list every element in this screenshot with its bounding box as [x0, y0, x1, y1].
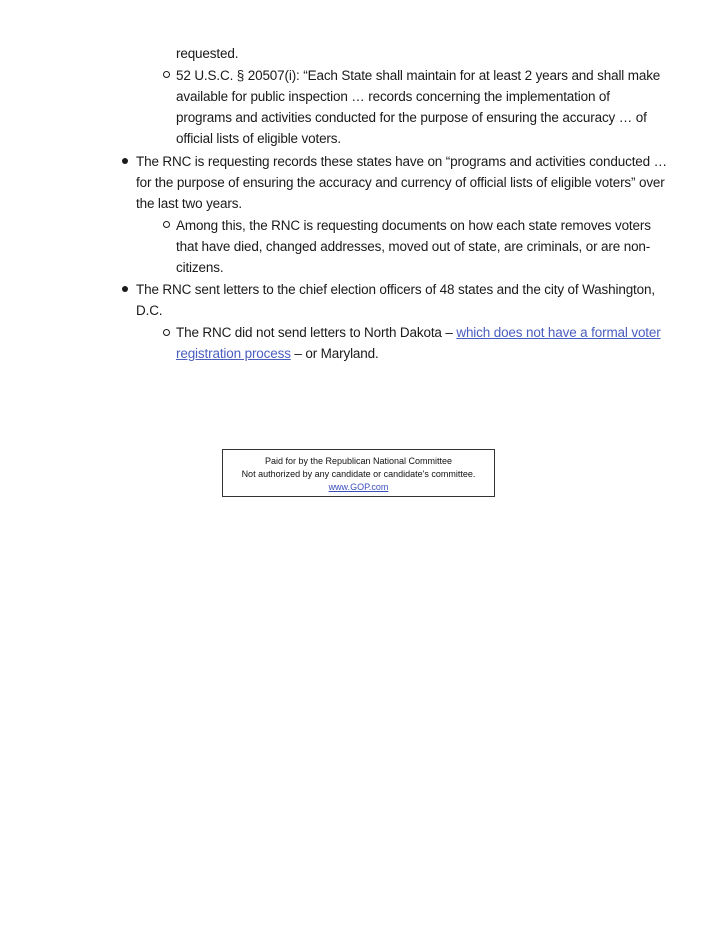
text-line: the last two years. — [136, 196, 242, 211]
text-line — [176, 343, 379, 364]
text-fragment: The RNC did not send letters to North Dakota – — [176, 325, 457, 340]
north-dakota-registration-link-continued[interactable]: registration process — [176, 346, 291, 361]
text-line: programs and activities conducted for the purpose of ensuring the accuracy … of — [176, 110, 647, 125]
gop-website-link[interactable]: www.GOP.com — [328, 482, 389, 492]
text-line: Among this, the RNC is requesting documents on how each state removes voters — [176, 218, 651, 233]
text-line — [176, 322, 661, 343]
circle-bullet-icon — [163, 329, 170, 336]
north-dakota-registration-link[interactable]: which does not have a formal voter — [456, 325, 661, 340]
text-line: citizens. — [176, 260, 224, 275]
disc-bullet-icon — [122, 158, 128, 164]
text-line: official lists of eligible voters. — [176, 131, 341, 146]
disc-bullet-icon — [122, 286, 128, 292]
text-line: D.C. — [136, 303, 163, 318]
text-line: 52 U.S.C. § 20507(i): “Each State shall maintain for at least 2 years and shall make — [176, 68, 661, 83]
paid-for-disclaimer-box — [222, 449, 495, 497]
disclaimer-line-2: Not authorized by any candidate or candidate's committee. — [241, 469, 476, 479]
text-line: that have died, changed addresses, moved out of state, are criminals, or are non- — [176, 239, 651, 254]
disclaimer-line-1: Paid for by the Republican National Committee — [264, 456, 453, 466]
text-line: for the purpose of ensuring the accuracy and currency of official lists of eligible voters” over — [136, 175, 665, 190]
circle-bullet-icon — [163, 71, 170, 78]
text-line: The RNC is requesting records these states have on “programs and activities conducted … — [136, 154, 667, 169]
text-fragment: – or Maryland. — [290, 346, 379, 361]
text-line: requested. — [176, 46, 239, 61]
text-line: The RNC sent letters to the chief election officers of 48 states and the city of Washington, — [136, 282, 655, 297]
text-line: available for public inspection … records concerning the implementation of — [176, 89, 610, 104]
circle-bullet-icon — [163, 221, 170, 228]
